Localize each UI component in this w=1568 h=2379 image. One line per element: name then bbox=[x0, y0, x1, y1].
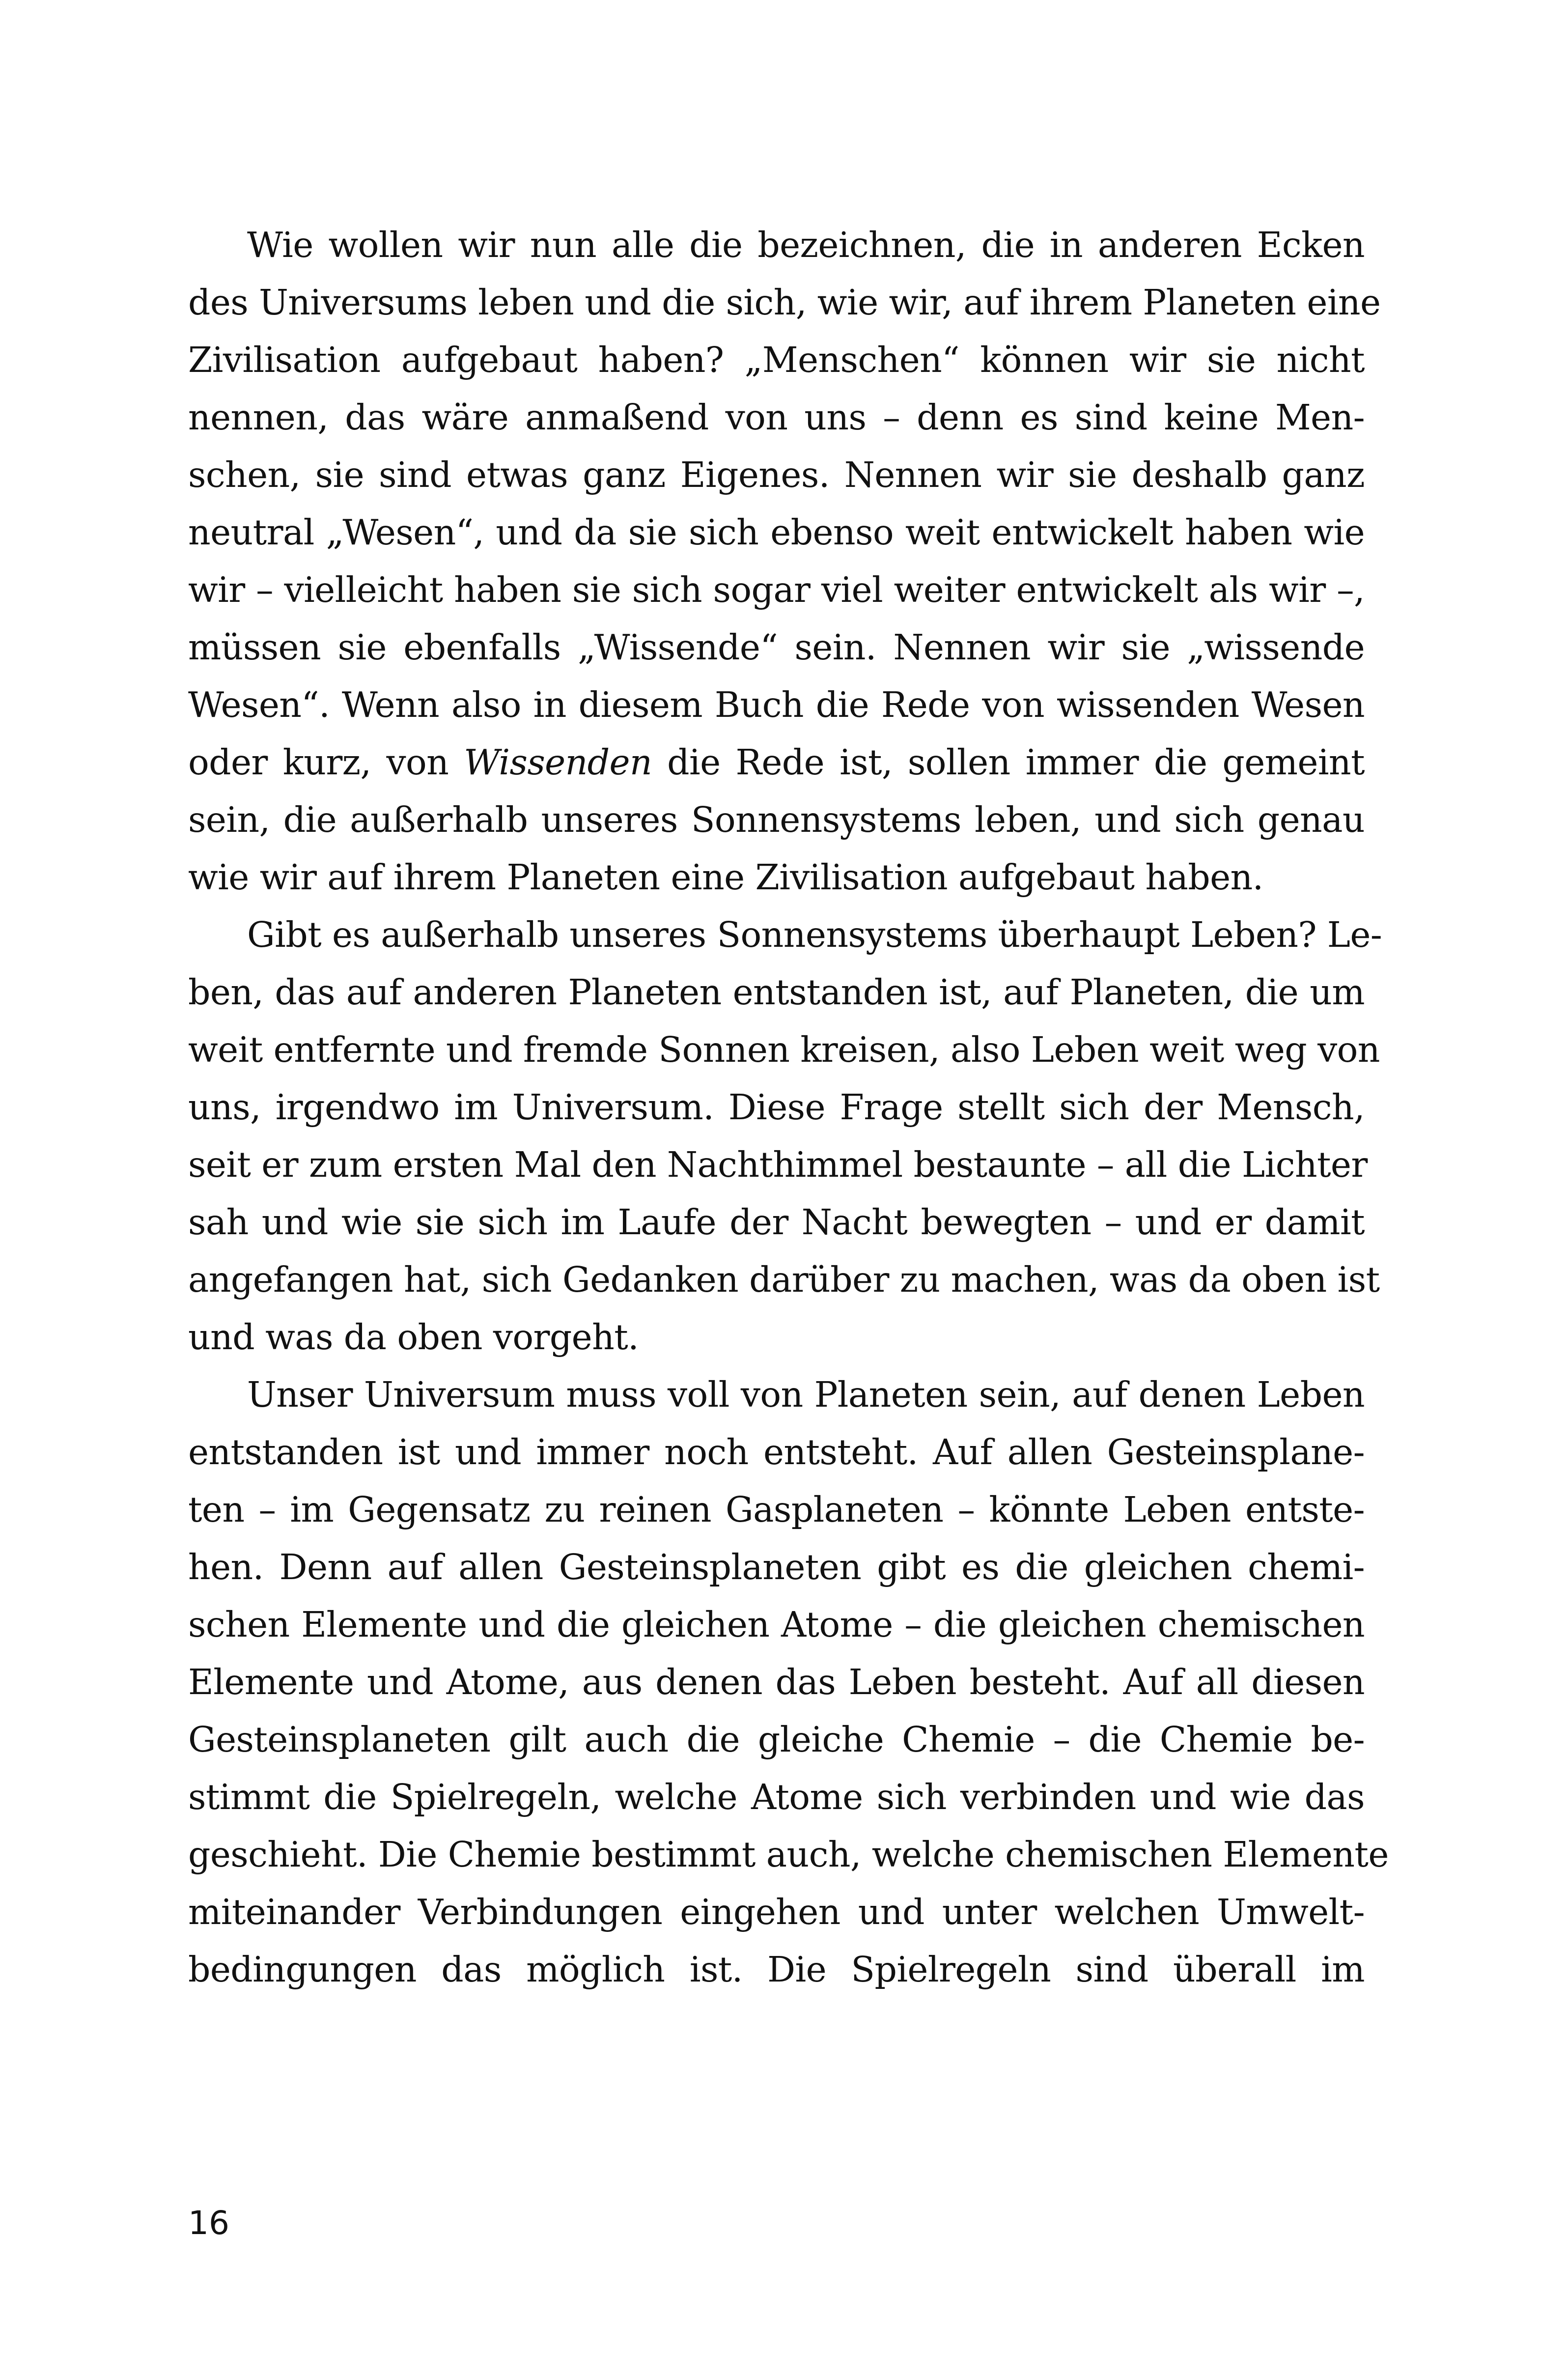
text-line: sah und wie sie sich im Laufe der Nacht bewegten – und er damit bbox=[188, 1202, 1365, 1243]
text-line: hen. Denn auf allen Gesteinsplaneten gibt es die gleichen chemi- bbox=[188, 1547, 1365, 1587]
text-line: und was da oben vorgeht. bbox=[188, 1317, 639, 1358]
text-line: bedingungen das möglich ist. Die Spielregeln sind überall im bbox=[188, 1949, 1365, 1990]
text-line: schen Elemente und die gleichen Atome – die gleichen chemischen bbox=[188, 1604, 1365, 1645]
text-line: müssen sie ebenfalls „Wissende“ sein. Nennen wir sie „wissende bbox=[188, 627, 1365, 668]
italic-term: Wissenden bbox=[464, 742, 652, 783]
page-number: 16 bbox=[188, 2204, 229, 2242]
text-line: Zivilisation aufgebaut haben? „Menschen“ können wir sie nicht bbox=[188, 340, 1365, 380]
text-line: sein, die außerhalb unseres Sonnensystems leben, und sich genau bbox=[188, 799, 1365, 840]
text-line: miteinander Verbindungen eingehen und unter welchen Umwelt- bbox=[188, 1892, 1365, 1932]
text-line: angefangen hat, sich Gedanken darüber zu machen, was da oben ist bbox=[188, 1259, 1380, 1300]
text-line: des Universums leben und die sich, wie wir, auf ihrem Planeten eine bbox=[188, 282, 1381, 323]
text-line: weit entfernte und fremde Sonnen kreisen, also Leben weit weg von bbox=[188, 1029, 1380, 1070]
text-line: entstanden ist und immer noch entsteht. Auf allen Gesteinsplane- bbox=[188, 1432, 1365, 1473]
text-line: ben, das auf anderen Planeten entstanden ist, auf Planeten, die um bbox=[188, 972, 1365, 1013]
text-line: Wesen“. Wenn also in diesem Buch die Rede von wissenden Wesen bbox=[188, 684, 1365, 725]
text-line: Unser Universum muss voll von Planeten sein, auf denen Leben bbox=[247, 1374, 1365, 1415]
text-segment: oder kurz, von bbox=[188, 742, 464, 783]
text-line: seit er zum ersten Mal den Nachthimmel bestaunte – all die Lichter bbox=[188, 1144, 1368, 1185]
text-line: uns, irgendwo im Universum. Diese Frage stellt sich der Mensch, bbox=[188, 1087, 1365, 1128]
text-line: Gibt es außerhalb unseres Sonnensystems überhaupt Leben? Le- bbox=[247, 914, 1382, 955]
text-line: neutral „Wesen“, und da sie sich ebenso weit entwickelt haben wie bbox=[188, 512, 1365, 553]
text-line: wie wir auf ihrem Planeten eine Zivilisation aufgebaut haben. bbox=[188, 857, 1263, 898]
text-line bbox=[188, 734, 1365, 791]
text-line: Gesteinsplaneten gilt auch die gleiche Chemie – die Chemie be- bbox=[188, 1719, 1365, 1760]
text-line: geschieht. Die Chemie bestimmt auch, welche chemischen Elemente bbox=[188, 1834, 1389, 1875]
text-line: ten – im Gegensatz zu reinen Gasplaneten – könnte Leben entste- bbox=[188, 1489, 1365, 1530]
text-line: Wie wollen wir nun alle die bezeichnen, die in anderen Ecken bbox=[247, 225, 1365, 265]
text-line: schen, sie sind etwas ganz Eigenes. Nennen wir sie deshalb ganz bbox=[188, 454, 1365, 495]
text-line: stimmt die Spielregeln, welche Atome sich verbinden und wie das bbox=[188, 1777, 1365, 1817]
text-segment: die Rede ist, sollen immer die gemeint bbox=[652, 742, 1365, 783]
text-line: wir – vielleicht haben sie sich sogar viel weiter entwickelt als wir –, bbox=[188, 569, 1365, 610]
text-line: nennen, das wäre anmaßend von uns – denn es sind keine Men- bbox=[188, 397, 1365, 438]
text-line: Elemente und Atome, aus denen das Leben besteht. Auf all diesen bbox=[188, 1662, 1365, 1702]
